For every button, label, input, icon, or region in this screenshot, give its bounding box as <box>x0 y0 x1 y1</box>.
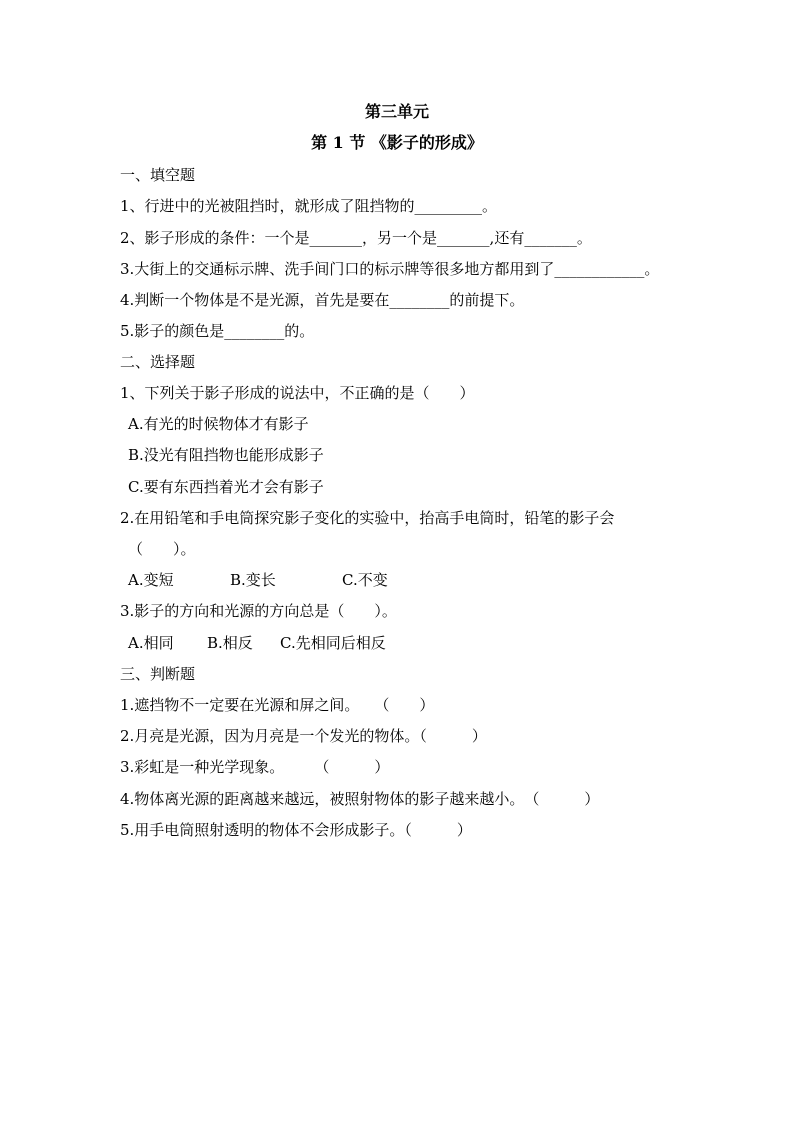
choice-question-3: 3.影子的方向和光源的方向总是（ ）。 <box>120 602 397 620</box>
choice-q3-option-b: B.相反 <box>207 634 253 652</box>
choice-q1-option-b: B.没光有阻挡物也能形成影子 <box>128 446 324 464</box>
fill-blank-question-3: 3.大街上的交通标示牌、洗手间门口的标示牌等很多地方都用到了____________。 <box>120 260 660 278</box>
fill-blank-question-1: 1、行进中的光被阻挡时，就形成了阻挡物的_________。 <box>120 197 498 215</box>
judge-heading: 三、判断题 <box>120 665 196 683</box>
fill-blank-question-2: 2、影子形成的条件：一个是_______，另一个是_______,还有_______。 <box>120 229 592 247</box>
judge-question-3: 3.彩虹是一种光学现象。 （ ） <box>120 758 390 776</box>
choice-question-1: 1、下列关于影子形成的说法中，不正确的是（ ） <box>120 384 475 402</box>
choice-q2-option-c: C.不变 <box>342 571 388 589</box>
choice-q1-option-a: A.有光的时候物体才有影子 <box>128 415 309 433</box>
judge-question-2: 2.月亮是光源，因为月亮是一个发光的物体。（ ） <box>120 727 487 745</box>
judge-question-5: 5.用手电筒照射透明的物体不会形成影子。（ ） <box>120 821 472 839</box>
choice-question-2: 2.在用铅笔和手电筒探究影子变化的实验中，抬高手电筒时，铅笔的影子会 <box>120 509 615 527</box>
lesson-title: 第 1 节 《影子的形成》 <box>311 133 483 152</box>
unit-title: 第三单元 <box>364 102 429 121</box>
fill-blank-question-4: 4.判断一个物体是不是光源，首先是要在________的前提下。 <box>120 291 525 309</box>
fill-blank-heading: 一、填空题 <box>120 166 196 184</box>
choice-heading: 二、选择题 <box>120 353 196 371</box>
choice-q3-option-a: A.相同 <box>128 634 174 652</box>
judge-question-4: 4.物体离光源的距离越来越远，被照射物体的影子越来越小。 （ ） <box>120 790 600 808</box>
choice-question-2-continuation: （ ）。 <box>128 540 196 558</box>
choice-q1-option-c: C.要有东西挡着光才会有影子 <box>128 478 324 496</box>
fill-blank-question-5: 5.影子的颜色是________的。 <box>120 322 315 340</box>
judge-question-1: 1.遮挡物不一定要在光源和屏之间。 （ ） <box>120 696 435 714</box>
choice-q3-option-c: C.先相同后相反 <box>280 634 386 652</box>
choice-q2-option-a: A.变短 <box>128 571 174 589</box>
choice-q2-option-b: B.变长 <box>230 571 276 589</box>
